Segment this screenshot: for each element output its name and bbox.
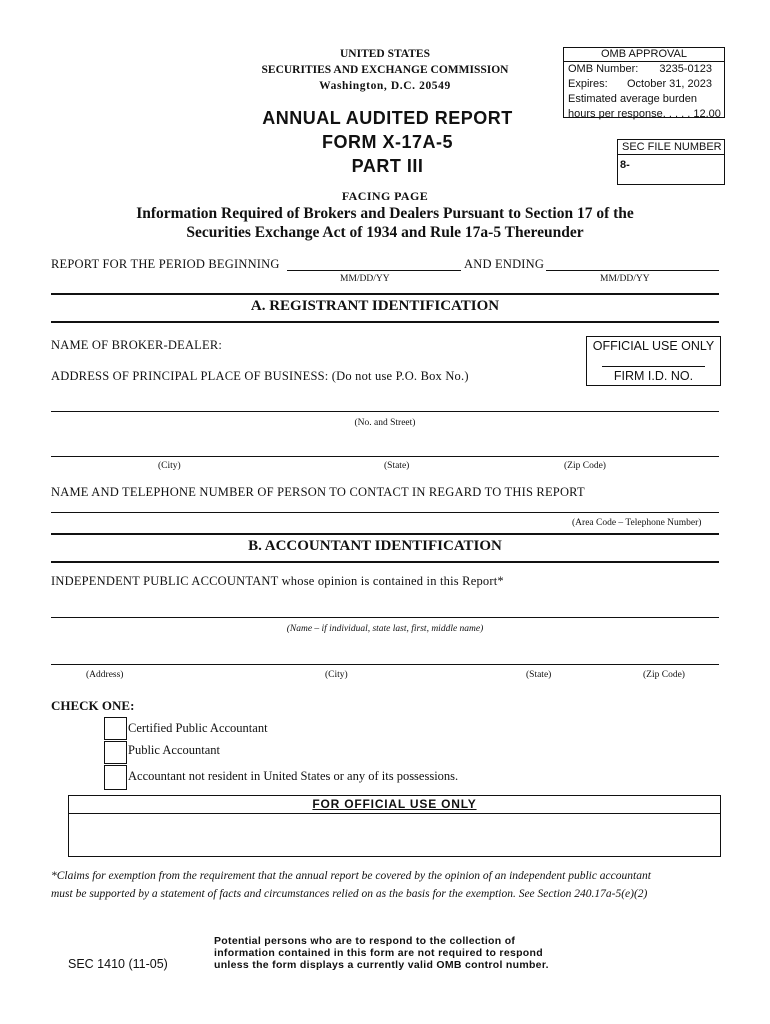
accountant-name-caption: (Name – if individual, state last, first, middle name)	[286, 624, 484, 634]
public-accountant-option-label: Public Accountant	[128, 743, 220, 757]
period-ending-label: AND ENDING	[464, 257, 545, 271]
omb-number-row	[564, 62, 724, 77]
info-line-1: Information Required of Brokers and Dealers Pursuant to Section 17 of the	[136, 205, 634, 222]
sec-file-number-field[interactable]: 8-	[620, 159, 630, 171]
section-b-heading: B. ACCOUNTANT IDENTIFICATION	[248, 538, 502, 554]
street-caption: (No. and Street)	[354, 418, 416, 428]
section-a-top-rule	[51, 293, 719, 295]
agency-line-1: UNITED STATES	[339, 48, 430, 60]
title-line-2: FORM X-17A-5	[321, 132, 453, 152]
title-line-3: PART III	[351, 156, 424, 176]
title-line-1: ANNUAL AUDITED REPORT	[262, 108, 513, 128]
accountant-label: INDEPENDENT PUBLIC ACCOUNTANT whose opinion is contained in this Report*	[51, 574, 504, 588]
city-caption: (City)	[158, 461, 181, 471]
period-beginning-label: REPORT FOR THE PERIOD BEGINNING	[51, 257, 280, 271]
cpa-option-label: Certified Public Accountant	[128, 721, 268, 735]
info-line-2: Securities Exchange Act of 1934 and Rule 17a-5 Thereunder	[186, 224, 584, 241]
omb-burden-line-1: Estimated average burden	[568, 93, 698, 105]
omb-expires-row	[564, 77, 724, 92]
accountant-city-caption: (City)	[325, 670, 348, 680]
sec-file-number-box	[617, 139, 725, 185]
city-state-zip-field[interactable]	[51, 456, 719, 457]
omb-number-value: 3235-0123	[659, 63, 712, 75]
section-b-top-rule	[51, 533, 719, 535]
omb-number-label: OMB Number:	[568, 63, 639, 75]
footnote-line-2: must be supported by a statement of facts and circumstances relied on as the basis for the exemption. See Section 240.17a-5(e)(2)	[51, 888, 648, 900]
footnote-line-1: *Claims for exemption from the requirement that the annual report be covered by the opinion of an independent public accountant	[51, 870, 651, 882]
notice-line-1: Potential persons who are to respond to the collection of	[214, 935, 516, 947]
nonresident-accountant-option-label: Accountant not resident in United States or any of its possessions.	[128, 769, 459, 783]
omb-expires-value: October 31, 2023	[626, 78, 712, 90]
accountant-address-caption: (Address)	[86, 670, 124, 680]
info-required-heading	[60, 204, 710, 242]
period-ending-field[interactable]	[546, 270, 719, 271]
zip-caption: (Zip Code)	[564, 461, 606, 471]
facing-page-title: FACING PAGE	[341, 189, 429, 203]
omb-expires-label: Expires:	[568, 78, 608, 90]
official-use-only-heading: FOR OFFICIAL USE ONLY	[69, 796, 720, 814]
broker-dealer-label: NAME OF BROKER-DEALER:	[51, 338, 223, 352]
cpa-checkbox[interactable]	[104, 717, 127, 740]
period-beginning-field[interactable]	[287, 270, 461, 271]
notice-line-3: unless the form displays a currently valid OMB control number.	[214, 959, 549, 971]
omb-burden-line-2: hours per response. . . . . 12.00	[568, 108, 721, 120]
sec-file-heading: SEC FILE NUMBER	[618, 140, 724, 155]
check-one-label: CHECK ONE:	[51, 698, 135, 713]
agency-line-2: SECURITIES AND EXCHANGE COMMISSION	[261, 64, 509, 76]
omb-approval-box	[563, 47, 725, 118]
phone-caption: (Area Code – Telephone Number)	[572, 518, 702, 528]
date-format-end: MM/DD/YY	[600, 274, 650, 284]
accountant-name-field[interactable]	[51, 617, 719, 618]
contact-person-field[interactable]	[51, 512, 719, 513]
state-caption: (State)	[384, 461, 410, 471]
official-use-label: OFFICIAL USE ONLY	[592, 339, 715, 353]
street-field[interactable]	[51, 411, 719, 412]
section-a-bottom-rule	[51, 321, 719, 323]
official-use-box	[586, 336, 721, 386]
official-use-only-box	[68, 795, 721, 857]
nonresident-accountant-checkbox[interactable]	[104, 765, 127, 790]
section-a-heading: A. REGISTRANT IDENTIFICATION	[250, 298, 500, 314]
omb-heading: OMB APPROVAL	[564, 48, 724, 62]
accountant-address-field[interactable]	[51, 664, 719, 665]
accountant-state-caption: (State)	[526, 670, 552, 680]
form-number: SEC 1410 (11-05)	[68, 957, 168, 971]
contact-person-label: NAME AND TELEPHONE NUMBER OF PERSON TO CONTACT IN REGARD TO THIS REPORT	[51, 485, 585, 499]
date-format-begin: MM/DD/YY	[340, 274, 390, 284]
firm-id-label: FIRM I.D. NO.	[613, 369, 694, 383]
agency-header	[250, 46, 520, 94]
section-b-bottom-rule	[51, 561, 719, 563]
public-accountant-checkbox[interactable]	[104, 741, 127, 764]
notice-line-2: information contained in this form are not required to respond	[214, 947, 543, 959]
form-title	[255, 106, 520, 178]
accountant-zip-caption: (Zip Code)	[643, 670, 685, 680]
firm-id-field[interactable]	[602, 366, 705, 367]
agency-line-3: Washington, D.C. 20549	[319, 80, 451, 92]
omb-notice	[214, 935, 554, 971]
principal-address-label: ADDRESS OF PRINCIPAL PLACE OF BUSINESS: (Do not use P.O. Box No.)	[51, 369, 469, 383]
exemption-footnote	[51, 867, 721, 903]
